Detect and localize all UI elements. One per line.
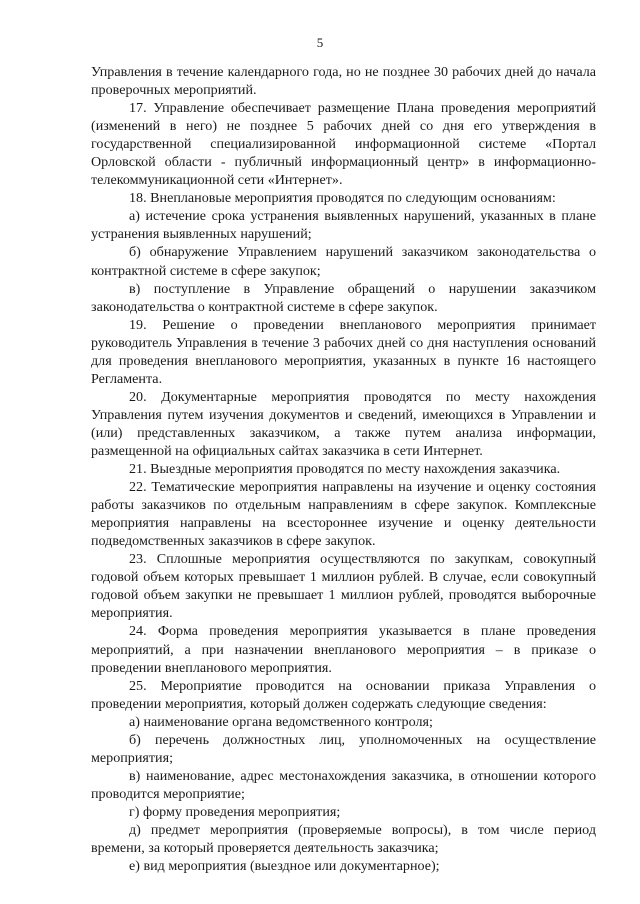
paragraph-25-b: б) перечень должностных лиц, уполномоченных на осуществление мероприятия; <box>91 731 596 766</box>
paragraph-20: 20. Документарные мероприятия проводятся по месту нахождения Управления путем изучения документов и сведений, имеющихся в Управлении и (или) представленных заказчиком, а также путем анализа информации, размещенной на официальных сайтах заказчика в сети Интернет. <box>91 388 596 459</box>
paragraph-18: 18. Внеплановые мероприятия проводятся по следующим основаниям: <box>129 190 556 207</box>
paragraph-18-b: б) обнаружение Управлением нарушений заказчиком законодательства о контрактной системе в сфере закупок; <box>91 244 596 279</box>
paragraph-22: 22. Тематические мероприятия направлены на изучение и оценку состояния работы заказчиков по отдельным направлениям в сфере закупок. Комплексные мероприятия направлены на всестороннее изучение и оценку деятельности подведомственных заказчиков в сфере закупок. <box>91 479 596 550</box>
paragraph-18-a: а) истечение срока устранения выявленных нарушений, указанных в плане устранения выявленных нарушений; <box>91 208 596 243</box>
paragraph-25-a: а) наименование органа ведомственного контроля; <box>129 713 433 730</box>
page-number: 5 <box>316 35 324 50</box>
document-body <box>91 63 596 875</box>
paragraph-25-v: в) наименование, адрес местонахождения заказчика, в отношении которого проводится мероприятие; <box>91 767 596 802</box>
paragraph-18-v: в) поступление в Управление обращений о нарушении заказчиком законодательства о контрактной системе в сфере закупок. <box>91 280 596 315</box>
paragraph-19: 19. Решение о проведении внепланового мероприятия принимает руководитель Управления в течение 3 рабочих дней со дня наступления оснований для проведения внепланового мероприятия, указанных в пункте 16 настоящего Регламента. <box>91 316 596 387</box>
paragraph-25-g: г) форму проведения мероприятия; <box>129 803 341 820</box>
paragraph-24: 24. Форма проведения мероприятия указывается в плане проведения мероприятий, а при назначении внепланового мероприятия – в приказе о проведении внепланового мероприятия. <box>91 623 596 676</box>
paragraph-17: 17. Управление обеспечивает размещение Плана проведения мероприятий (изменений в него) не позднее 5 рабочих дней со дня его утверждения в государственной специализированной информационной системе «Портал Орловской области - публичный информационный центр» в информационно-телекоммуникационной сети «Интернет». <box>91 100 596 189</box>
paragraph-25-d: д) предмет мероприятия (проверяемые вопросы), в том числе период времени, за который проверяется деятельность заказчика; <box>91 821 596 857</box>
paragraph-21: 21. Выездные мероприятия проводятся по месту нахождения заказчика. <box>129 461 561 478</box>
paragraph-25: 25. Мероприятие проводится на основании приказа Управления о проведении мероприятия, который должен содержать следующие сведения: <box>91 677 596 712</box>
paragraph-25-e: е) вид мероприятия (выездное или документарное); <box>129 858 440 875</box>
paragraph-continuation: Управления в течение календарного года, но не позднее 30 рабочих дней до начала проверочных мероприятий. <box>91 64 596 99</box>
paragraph-23: 23. Сплошные мероприятия осуществляются по закупкам, совокупный годовой объем которых превышает 1 миллион рублей. В случае, если совокупный годовой объем закупки не превышает 1 миллион рублей, проводятся выборочные мероприятия. <box>91 551 596 622</box>
